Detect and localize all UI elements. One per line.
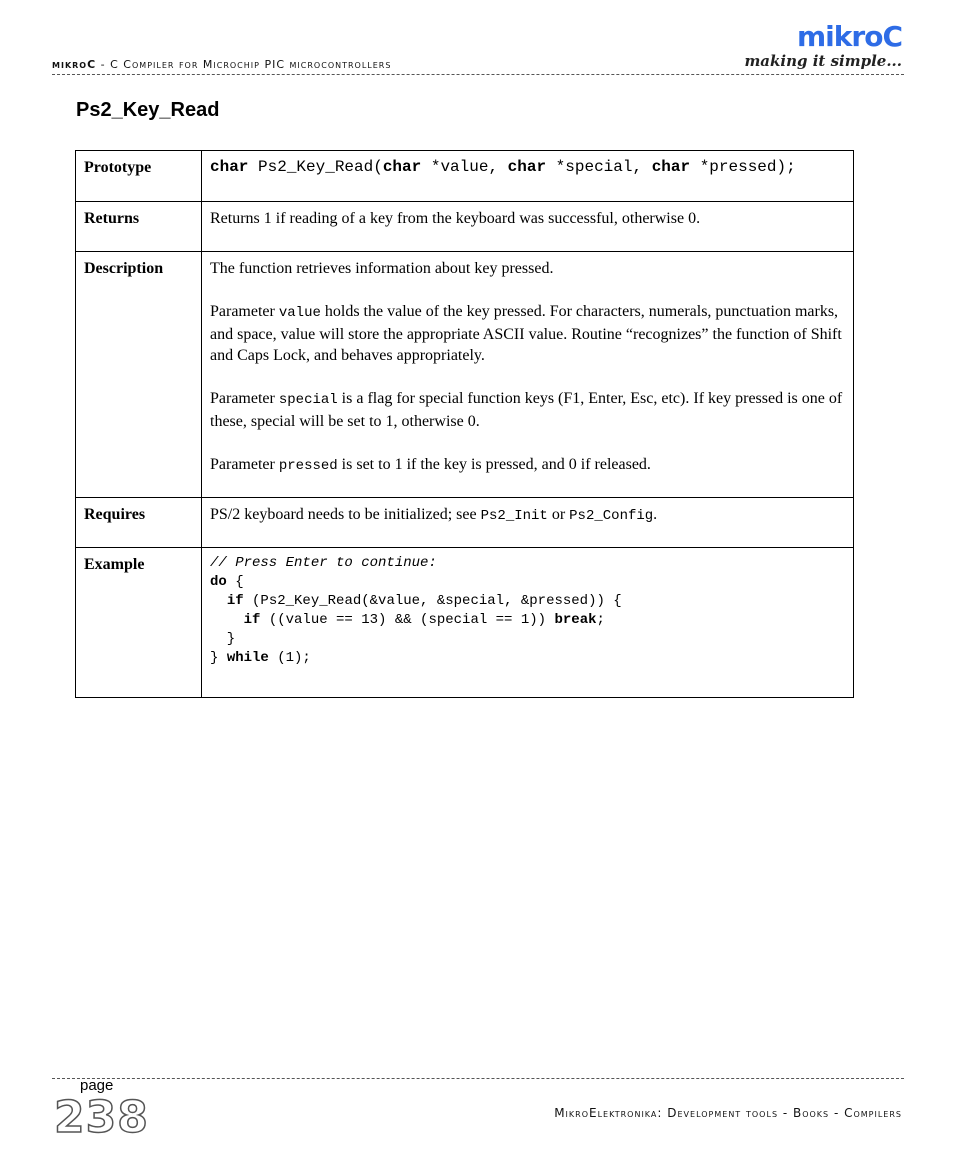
row-label: Returns [76,202,202,252]
row-label: Prototype [76,151,202,202]
description-paragraph: Parameter special is a flag for special function keys (F1, Enter, Esc, etc). If key pressed is one of these, special will be set to 1, otherwise 0. [210,390,843,430]
example-code: // Press Enter to continue: do { if (Ps2_Key_Read(&value, &special, &pressed)) { if ((value == 13) && (special == 1)) break; } } while (1); [202,548,854,698]
table-row-prototype [76,151,854,202]
page-number: 238 [54,1092,149,1143]
requires-text: PS/2 keyboard needs to be initialized; see Ps2_Init or Ps2_Config. [202,498,854,548]
mikroc-logo: mikroC [797,20,902,53]
description-paragraph: Parameter value holds the value of the key pressed. For characters, numerals, punctuation marks, and space, value will store the appropriate ASCII value. Routine “recognizes” the function of Shift and Caps Lock, and behaves appropriately. [210,303,842,364]
running-footer: MikroElektronika: Development tools - Books - Compilers [554,1106,902,1120]
running-header [52,58,391,71]
returns-text: Returns 1 if reading of a key from the keyboard was successful, otherwise 0. [202,202,854,252]
table-row-example [76,548,854,698]
row-label: Requires [76,498,202,548]
section-title: Ps2_Key_Read [76,99,220,121]
row-label: Description [76,252,202,498]
table-row-requires [76,498,854,548]
prototype-code: char Ps2_Key_Read(char *value, char *special, char *pressed); [202,151,854,202]
header-divider [52,74,904,75]
function-spec-table [75,150,854,698]
page-label: page [80,1077,114,1094]
table-row-returns [76,202,854,252]
row-label: Example [76,548,202,698]
table-row-description [76,252,854,498]
footer-divider [52,1078,904,1079]
header-brand: mikroC [52,58,97,71]
tagline: making it simple... [744,52,902,70]
description-paragraph: Parameter pressed is set to 1 if the key is pressed, and 0 if released. [210,456,651,474]
header-subtitle: - C Compiler for Microchip PIC microcontrollers [96,58,392,71]
description-text [202,252,854,498]
description-paragraph: The function retrieves information about key pressed. [210,260,554,277]
